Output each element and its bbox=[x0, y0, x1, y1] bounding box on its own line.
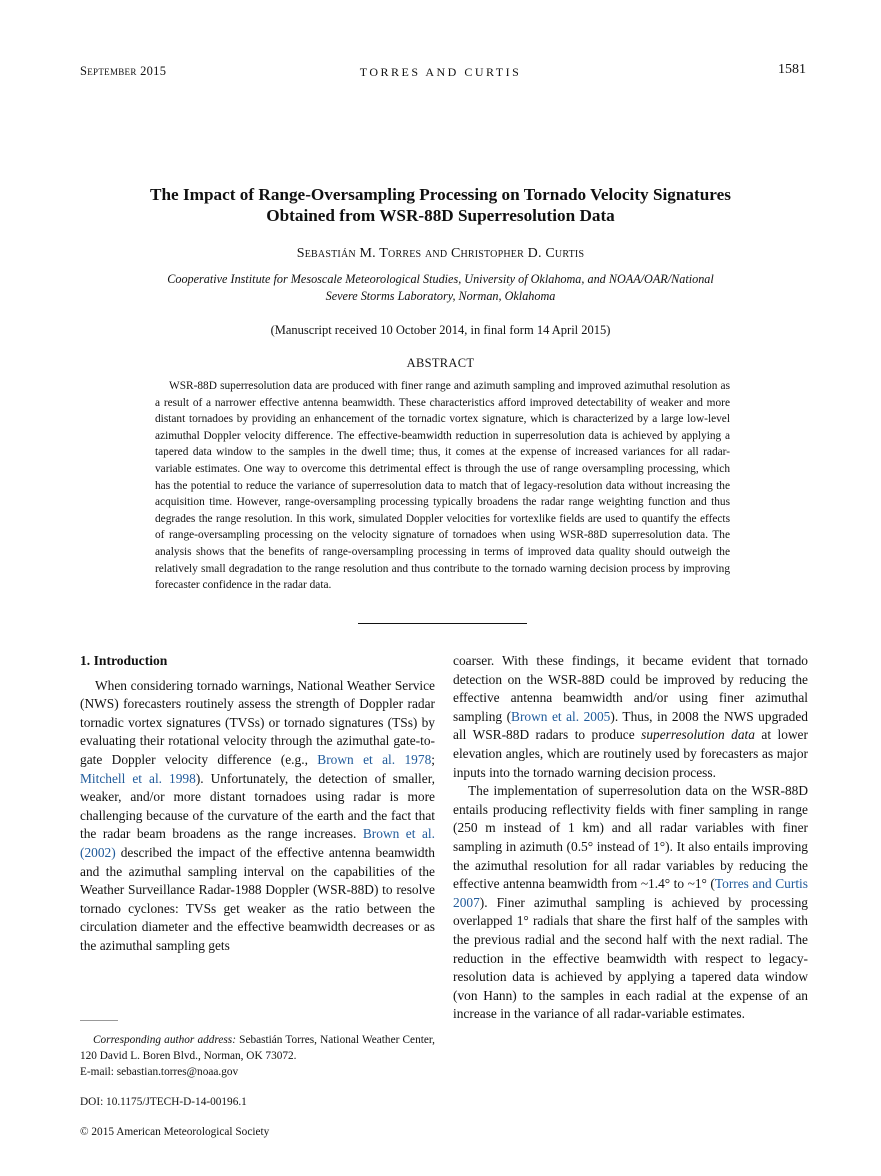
citation-link[interactable]: Brown et al. 1978 bbox=[317, 751, 432, 767]
corresponding-author-footnote bbox=[80, 1032, 435, 1080]
affiliation-line-2: Severe Storms Laboratory, Norman, Oklahoma bbox=[325, 289, 556, 303]
intro-paragraph-1 bbox=[80, 677, 435, 956]
abstract-heading: ABSTRACT bbox=[406, 356, 475, 370]
text-run: coarser. With these findings, it became evident that tornado detection on the WSR-88D could be improved by reducing the effective antenna beamwidth and/or using finer azimuthal sampling ( bbox=[453, 653, 808, 724]
text-run: ). Finer azimuthal sampling is achieved by processing overlapped 1° radials that share the first half of the samples with the previous radial and the second half with the next radial. The reduction in the effective beamwidth with respect to legacy-resolution data is achieved by applying a tapered data window (von Hann) to the samples in each radial at the expense of an increase in the variance of all radar-variable estimates. bbox=[453, 894, 808, 1022]
header-date: September 2015 bbox=[80, 64, 167, 78]
text-run: at lower elevation angles, which are routinely used by forecasters as major inputs into the tornado warning decision process. bbox=[453, 727, 808, 780]
intro-paragraph-2 bbox=[453, 782, 808, 1024]
text-run: ). Unfortunately, the detection of smaller, weaker, and/or more distant tornadoes using radar is more challenging because of the curvature of the earth and the fact that the radar beam broadens as the range increases. bbox=[80, 770, 435, 842]
doi[interactable]: DOI: 10.1175/JTECH-D-14-00196.1 bbox=[80, 1096, 247, 1108]
footnote-text: Sebastián Torres, National Weather Center, 120 David L. Boren Blvd., Norman, OK 73072. bbox=[80, 1034, 436, 1062]
manuscript-dates: (Manuscript received 10 October 2014, in final form 14 April 2015) bbox=[270, 323, 611, 337]
section-divider bbox=[358, 623, 527, 624]
section-heading: 1. Introduction bbox=[80, 653, 168, 668]
citation-link[interactable]: Mitchell et al. 1998 bbox=[80, 770, 196, 786]
copyright: © 2015 American Meteorological Society bbox=[80, 1126, 270, 1138]
footnote-label: Corresponding author address: bbox=[93, 1034, 236, 1046]
abstract-body: WSR-88D superresolution data are produced with finer range and azimuth sampling and improved azimuthal resolution as a result of a narrower effective antenna beamwidth. These characteristics afford improved detectability of weaker and more distant tornadoes by providing an enhancement of the tornadic vortex signature, which is characterized by a large low-level azimuthal Doppler velocity difference. The effective-beamwidth reduction in superresolution data is achieved by applying a tapered data window to the samples in the dwell time; thus, it comes at the expense of increased variances for all radar-variable estimates. One way to overcome this detrimental effect is through the use of range oversampling processing, which has the potential to reduce the variance of superresolution data to match that of legacy-resolution data without increasing the acquisition time. However, range-oversampling processing typically broadens the radar range weighting function and thus degrades the range resolution. In this work, simulated Doppler velocities for vortexlike fields are used to quantify the effects of range-oversampling processing on the velocity signature of tornadoes when using WSR-88D superresolution data. The analysis shows that the benefits of range-oversampling processing in terms of improved data quality should outweigh the relatively small degradation to the range resolution and thus contribute to the tornado warning decision process by improving forecaster confidence in the radar data. bbox=[155, 380, 730, 592]
citation-link[interactable]: Brown et al. (2002) bbox=[80, 826, 435, 860]
text-run: When considering tornado warnings, National Weather Service (NWS) forecasters routinely assess the strength of Doppler radar tornadic vortex signatures (TVSs) or tornado signatures (TSs) by evaluating their rotational velocity through the azimuthal gate-to-gate Doppler velocity difference (e.g., bbox=[80, 677, 435, 767]
running-head: TORRES AND CURTIS bbox=[359, 65, 522, 79]
authors: Sebastián M. Torres and Christopher D. Curtis bbox=[296, 246, 585, 261]
citation-link[interactable]: Torres and Curtis 2007 bbox=[453, 876, 808, 910]
emphasis: superresolution data bbox=[641, 727, 755, 743]
page-number: 1581 bbox=[778, 62, 806, 77]
paper-title bbox=[60, 184, 821, 226]
right-column bbox=[453, 652, 808, 1024]
text-run: ). Thus, in 2008 the NWS upgraded all WSR-88D radars to produce bbox=[453, 708, 809, 743]
title-line-2: Obtained from WSR-88D Superresolution Data bbox=[266, 206, 615, 225]
affiliation bbox=[120, 271, 761, 305]
text-run: ; bbox=[431, 751, 436, 767]
affiliation-line-1: Cooperative Institute for Mesoscale Meteorological Studies, University of Oklahoma, and NOAA/OAR/National bbox=[167, 272, 714, 286]
intro-paragraph-1-cont bbox=[453, 652, 808, 782]
title-line-1: The Impact of Range-Oversampling Processing on Tornado Velocity Signatures bbox=[150, 185, 731, 204]
text-run: The implementation of superresolution data on the WSR-88D entails producing reflectivity fields with finer sampling in range (250 m instead of 1 km) and all radar variables with finer sampling in azimuth (0.5° instead of 1°). It also entails improving the azimuthal resolution for all radar variables by reducing the effective antenna beamwidth from ~1.4° to ~1° ( bbox=[453, 783, 808, 892]
left-column bbox=[80, 652, 435, 956]
citation-link[interactable]: Brown et al. 2005 bbox=[511, 708, 611, 724]
footnote-email[interactable]: E-mail: sebastian.torres@noaa.gov bbox=[80, 1066, 239, 1078]
text-run: described the impact of the effective antenna beamwidth and the azimuthal sampling interval on the capabilities of the Weather Surveillance Radar-1988 Doppler (WSR-88D) to resolve tornado cyclones: TVSs get weaker as the ratio between the circulation diameter and the effective beamwidth decreases or as the azimuthal sampling gets bbox=[80, 844, 435, 953]
footnote-rule bbox=[80, 1020, 118, 1021]
